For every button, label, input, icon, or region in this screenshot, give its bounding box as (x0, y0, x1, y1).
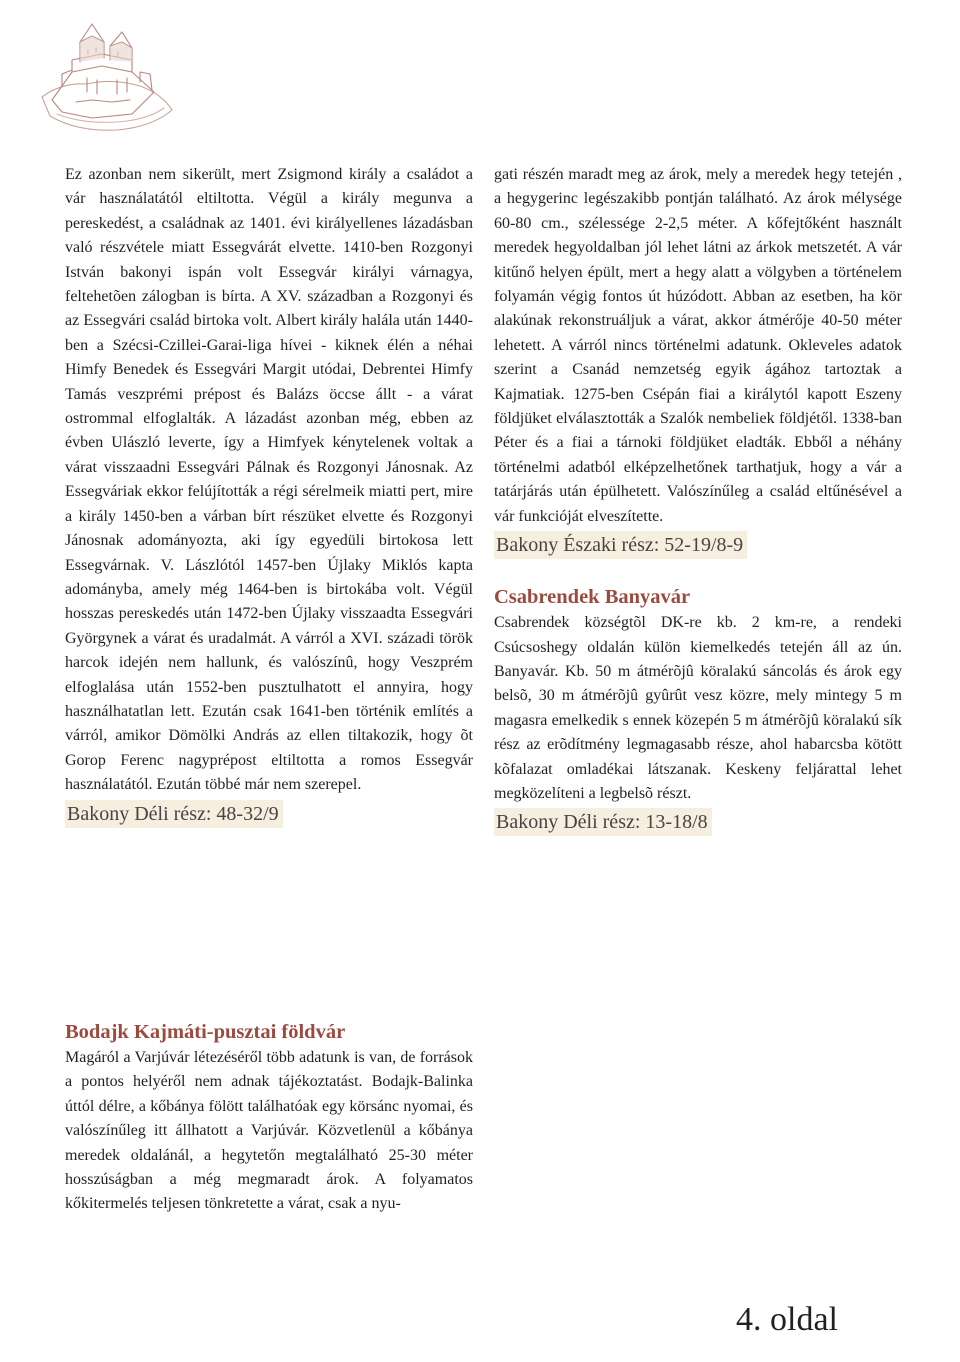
right-body-text-2: Csabrendek községtõl DK-re kb. 2 km-re, a rendeki Csúcsoshegy oldalán külön kiemelkedés tetején áll az ún. Banyavár. Kb. 50 m átmérõjû köralakú sáncolás és árok egy belsõ, 30 m átmérõjû gyûrût vesz közre, mely mintegy 5 m magasra emelkedik s ennek közepén 5 m átmérõjû köralakú sík rész az erõdítmény legmagasabb része, ahol habarcsba kötött kõfalazat omladékai látszanak. Keskeny feljárattal lehet megközelíteni a legbelsõ részt. (494, 614, 902, 802)
section-heading-csabrendek: Csabrendek Banyavár (494, 586, 691, 609)
right-source-reference-2: Bakony Déli rész: 13-18/8 (494, 808, 712, 836)
right-source-reference-1: Bakony Északi rész: 52-19/8-9 (494, 531, 747, 559)
bottom-section (65, 1018, 473, 1217)
bottom-body-text: Magáról a Varjúvár létezéséről több adatunk is van, de források a pontos helyéről nem adnak tájékoztatást. Bodajk-Balinka úttól délre, a kőbánya fölött találhatóak egy körsánc nyomai, és valószínűleg itt állhatott a Varjúvár. Közvetlenül a kőbánya meredek oldalánál, a hegytetőn megtalálható 25-30 méter hosszúságban a még megmaradt árok. A folyamatos kőkitermelés teljesen tönkretette a várat, csak a nyu- (65, 1049, 473, 1213)
section-heading-bodajk: Bodajk Kajmáti-pusztai földvár (65, 1021, 346, 1043)
right-body-text-1: gati részén maradt meg az árok, mely a meredek hegy tetején , a hegygerinc legészakibb pontján található. Az árok mélysége 60-80 cm., szélessége 2-2,5 méter. A kőfejtőként használt meredek hegyoldalban jól lehet látni az árkok metszetét. A vár kitűnő helyen épült, mert a hegy alatt a völgyben a történelem folyamán végig fontos út húzódott. Abban az esetben, ha kör alakúnak rekonstruáljuk a várat, akkor átmérője 40-50 méter lehetett. A várról nincs történelmi adatunk. Okleveles adatok szerint a Csanád nemzetség egyik ágához tartoztak a Kajmatiak. 1275-ben Csépán fiai a királytól kapott Eszeny földjüket elválasztották a Szalók nembeliek földjétől. 1338-ban Péter és a fiai a tárnoki földjüket eladták. Ebből a néhány történelmi adatból elképzelhetőnek tarthatjuk, hogy a vár a tatárjárás után épülhetett. Valószínűleg a család eltűnésével a vár funkcióját elveszítette. (494, 166, 902, 525)
castle-sketch-illustration (32, 2, 182, 152)
right-column (494, 163, 902, 836)
left-source-reference: Bakony Déli rész: 48-32/9 (65, 800, 283, 828)
section-spacer (494, 559, 902, 583)
left-body-text: Ez azonban nem sikerült, mert Zsigmond király a családot a vár használatától eltiltotta. Végül a király megunva a pereskedést, a családnak az 1401. évi királyellenes lázadásban való részvétele miatt Essegvárát elvette. 1410-ben Rozgonyi István bakonyi ispán volt Essegvár királyi várnagya, feltehetõen zálogban is bírta. A XV. században a Rozgonyi és az Essegvári család birtoka volt. Albert király halála után 1440-ben a Szécsi-Czillei-Garai-liga hívei - kiknek élén a néhai Himfy Benedek és Essegvári Margit utódai, Debrentei Himfy Tamás veszprémi prépost és Balázs öccse állt - a várat ostrommal elfoglalták. A lázadást azonban még, ebben az évben Ulászló leverte, így a Himfyek kénytelenek voltak a várat visszaadni Essegvári Pálnak és Rozgonyi Jánosnak. Az Essegváriak ekkor felújították a régi sérelmeik miatti pert, mire a király 1450-ben a várban bírt részüket elvette és Rozgonyi Jánosnak adományozta, aki így egyedüli birtokosa lett Essegvárnak. V. Lászlótól 1457-ben Újlaky Miklós kapta adományba, amely még 1464-ben is birtokába volt. Végül hosszas pereskedés után 1472-ben Újlaky visszaadta Essegvári Györgynek a várat és uradalmát. A várról a XVI. századi török harcok idején nem hallunk, és valószínû, hogy Veszprém elfoglalása után 1552-ben pusztulhatott el annyira, hogy használhatatlan lett. Ezután csak 1641-ben történik említés a várról, amikor Dömölki András az ellen tiltakozik, hogy õt Gorop Ferenc nagyprépost eltiltotta a romos Essegvár használatától. Ezután többé már nem szerepel. (65, 166, 473, 794)
left-column (65, 163, 473, 828)
page-number: 4. oldal (736, 1301, 838, 1338)
